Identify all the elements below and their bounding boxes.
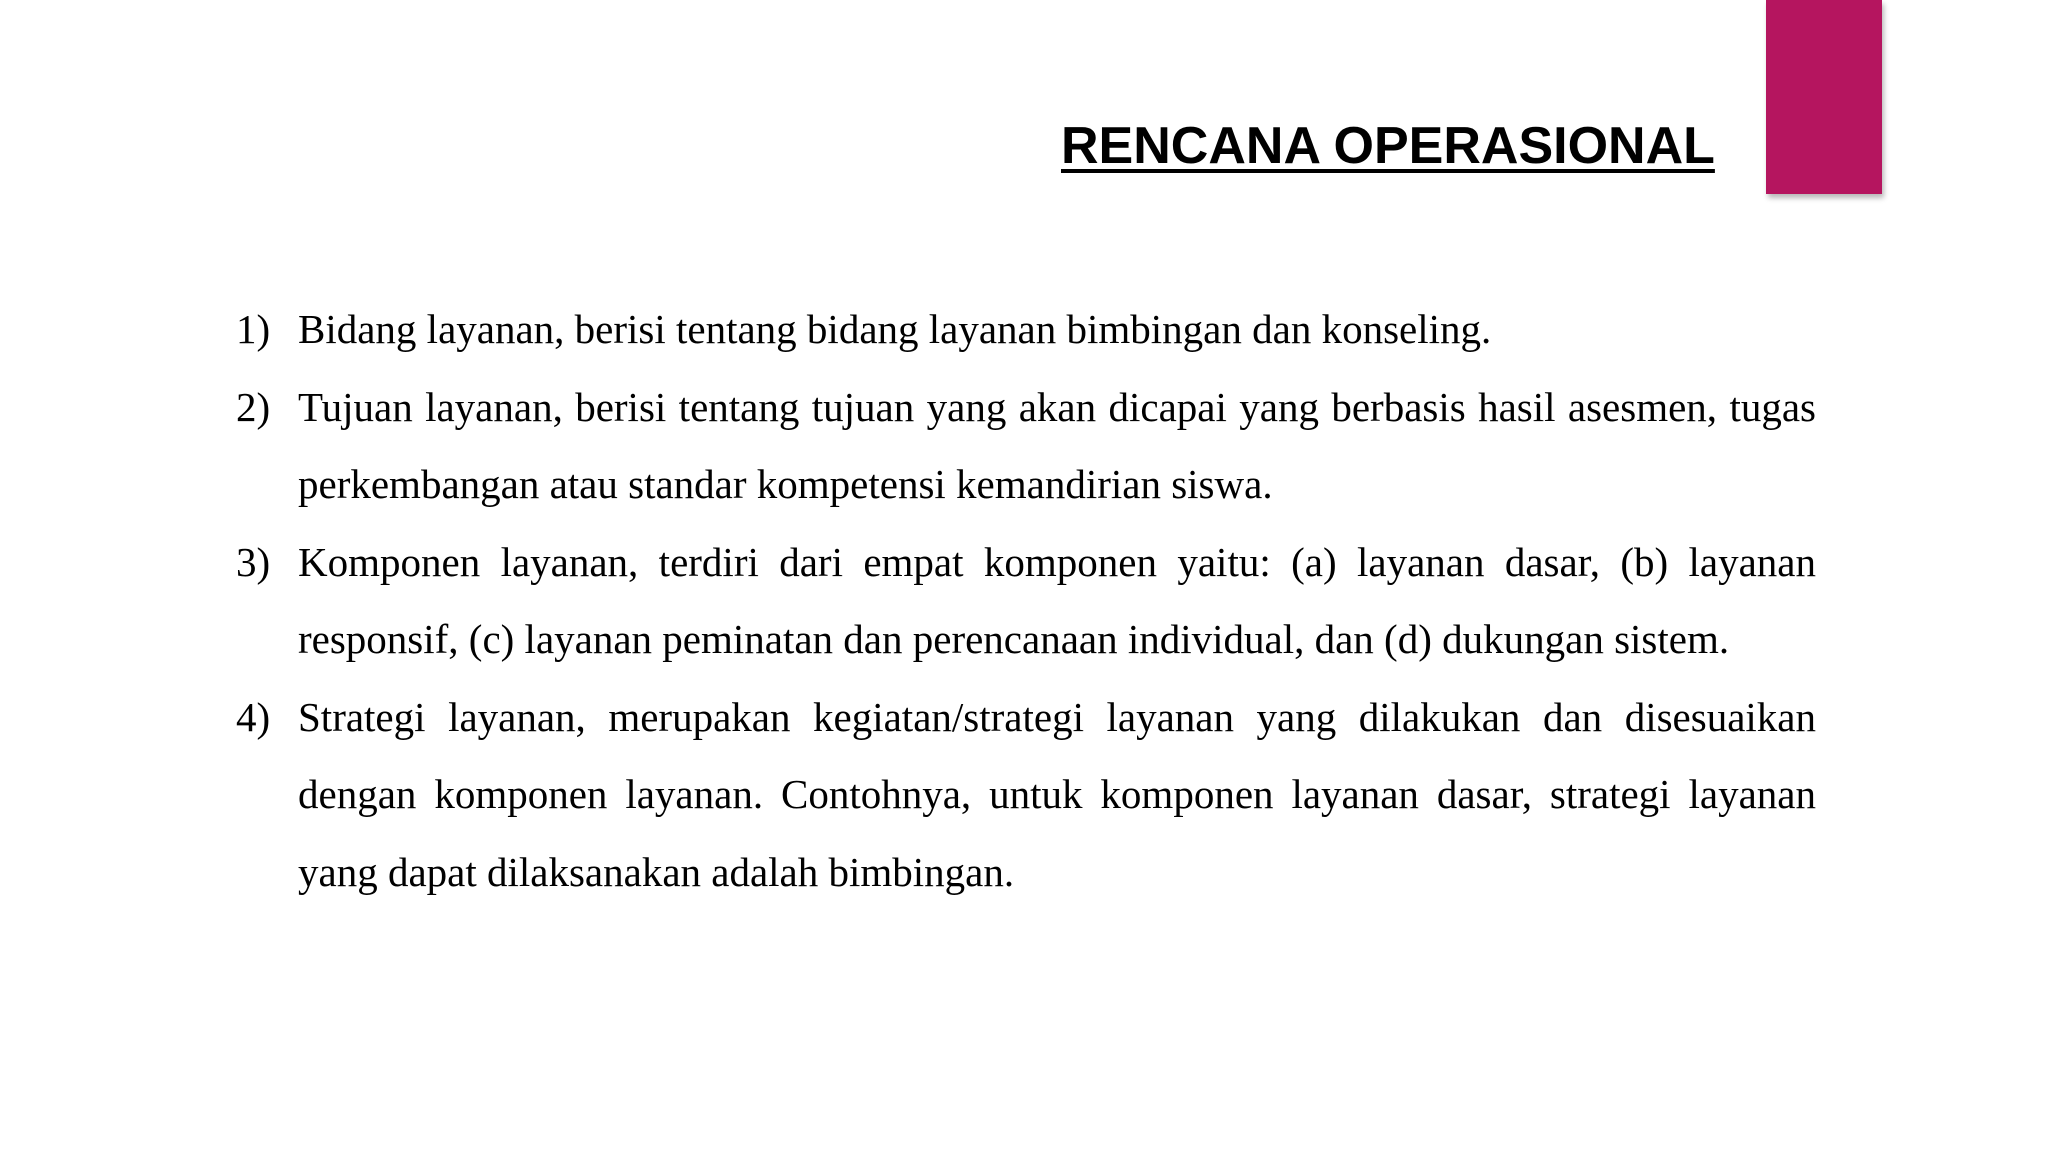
list-item-text: Strategi layanan, merupakan kegiatan/strategi layanan yang dilakukan dan disesuaikan dengan komponen layanan. Contohnya, untuk komponen layanan dasar, strategi layanan yang dapat dilaksanakan adalah bimbingan. (298, 693, 1816, 895)
list-item-number: 3) (236, 538, 271, 585)
accent-bar (1766, 0, 1882, 194)
list-item (236, 679, 1816, 912)
list-item-text: Bidang layanan, berisi tentang bidang layanan bimbingan dan konseling. (298, 306, 1492, 352)
list-item-number: 1) (236, 306, 271, 352)
list-item-number: 4) (236, 693, 271, 740)
list-item-text: Komponen layanan, terdiri dari empat komponen yaitu: (a) layanan dasar, (b) layanan responsif, (c) layanan peminatan dan perencanaan individual, dan (d) dukungan sistem. (298, 538, 1816, 662)
slide-title: RENCANA OPERASIONAL (1061, 117, 1715, 175)
list-item (236, 369, 1816, 524)
list-item-number: 2) (236, 383, 271, 430)
list-item (236, 291, 1816, 369)
list-item-text: Tujuan layanan, berisi tentang tujuan yang akan dicapai yang berbasis hasil asesmen, tugas perkembangan atau standar kompetensi kemandirian siswa. (298, 383, 1816, 507)
list-item (236, 524, 1816, 679)
operational-plan-list (236, 291, 1816, 911)
